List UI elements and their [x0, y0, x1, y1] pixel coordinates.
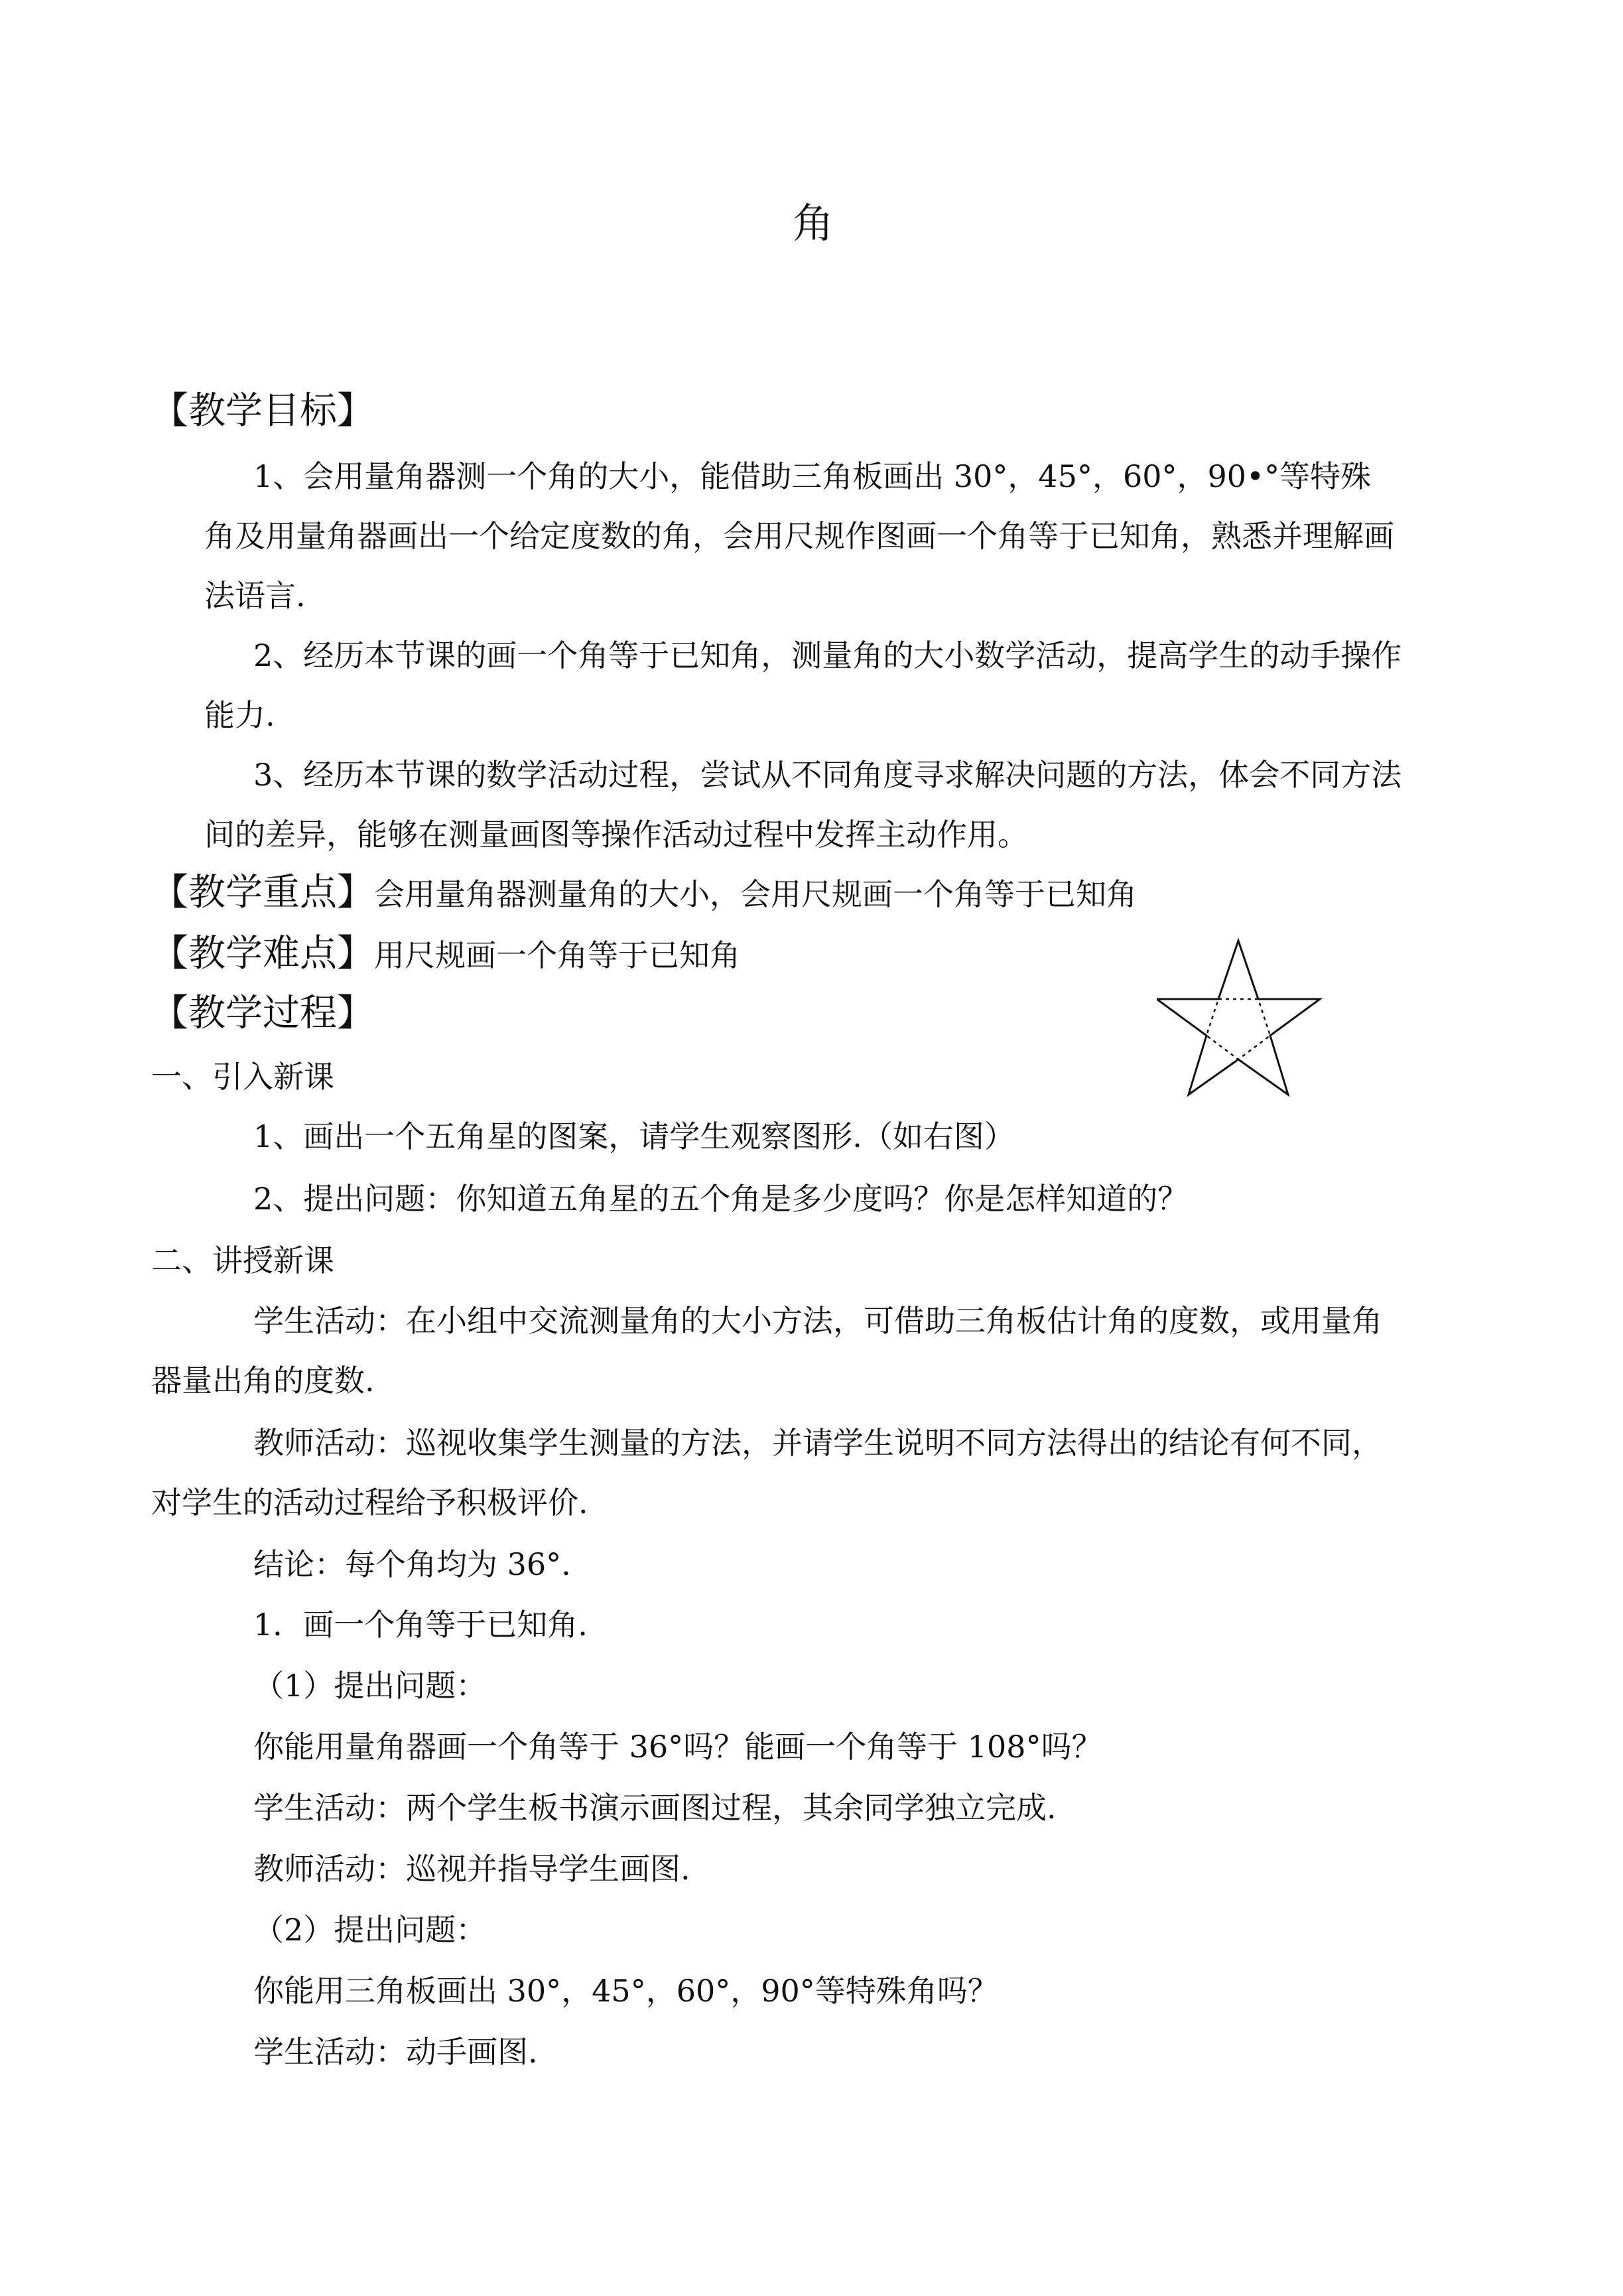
objectives-heading: 【教学目标】 — [151, 389, 374, 433]
star-outline — [1157, 941, 1320, 1095]
star-inner-pentagon — [1206, 999, 1270, 1059]
question-1-student-activity: 学生活动：两个学生板书演示画图过程，其余同学独立完成. — [253, 1790, 1057, 1826]
teacher-activity-line-2: 对学生的活动过程给予积极评价. — [151, 1485, 588, 1520]
section-1-title: 一、引入新课 — [151, 1059, 334, 1095]
key-points-row — [151, 871, 1137, 914]
question-2-text: 你能用三角板画出 30°，45°，60°，90°等特殊角吗？ — [253, 1973, 998, 2009]
objective-1-line-2: 角及用量角器画出一个给定度数的角，会用尺规作图画一个角等于已知角，熟悉并理解画 — [204, 518, 1394, 554]
document-title: 角 — [793, 199, 834, 247]
question-2-student-activity: 学生活动：动手画图. — [253, 2034, 538, 2070]
objective-1-line-1: 1、会用量角器测一个角的大小，能借助三角板画出 30°，45°，60°，90•°等特殊 — [253, 458, 1372, 494]
question-1-label: （1）提出问题： — [253, 1668, 487, 1704]
objective-2-line-2: 能力. — [204, 697, 275, 733]
question-1-text: 你能用量角器画一个角等于 36°吗？能画一个角等于 108°吗？ — [253, 1729, 1102, 1765]
subsection-1-title: 1．画一个角等于已知角. — [253, 1607, 588, 1643]
section-2-title: 二、讲授新课 — [151, 1243, 334, 1278]
question-1-teacher-activity: 教师活动：巡视并指导学生画图. — [253, 1851, 690, 1887]
student-activity-line-1: 学生活动：在小组中交流测量角的大小方法，可借助三角板估计角的度数，或用量角 — [253, 1303, 1382, 1339]
key-points-heading: 【教学重点】 — [151, 871, 374, 914]
five-pointed-star-figure — [1157, 935, 1329, 1101]
objective-3-line-2: 间的差异，能够在测量画图等操作活动过程中发挥主动作用。 — [204, 817, 1028, 852]
teacher-activity-line-1: 教师活动：巡视收集学生测量的方法，并请学生说明不同方法得出的结论有何不同， — [253, 1425, 1382, 1461]
difficulties-heading: 【教学难点】 — [151, 932, 374, 975]
section-1-line-2: 2、提出问题：你知道五角星的五个角是多少度吗？你是怎样知道的？ — [253, 1181, 1189, 1217]
difficulties-row — [151, 932, 740, 975]
process-heading: 【教学过程】 — [151, 992, 374, 1035]
objective-2-line-1: 2、经历本节课的画一个角等于已知角，测量角的大小数学活动，提高学生的动手操作 — [253, 638, 1402, 673]
difficulties-text: 用尺规画一个角等于已知角 — [374, 937, 740, 973]
conclusion-text: 结论：每个角均为 36°. — [253, 1546, 571, 1582]
section-1-line-1: 1、画出一个五角星的图案，请学生观察图形.（如右图） — [253, 1118, 1015, 1154]
key-points-text: 会用量角器测量角的大小，会用尺规画一个角等于已知角 — [374, 876, 1137, 912]
objective-3-line-1: 3、经历本节课的数学活动过程，尝试从不同角度寻求解决问题的方法，体会不同方法 — [253, 757, 1402, 793]
question-2-label: （2）提出问题： — [253, 1912, 487, 1948]
student-activity-line-2: 器量出角的度数. — [151, 1363, 375, 1398]
objective-1-line-3: 法语言. — [204, 578, 306, 614]
